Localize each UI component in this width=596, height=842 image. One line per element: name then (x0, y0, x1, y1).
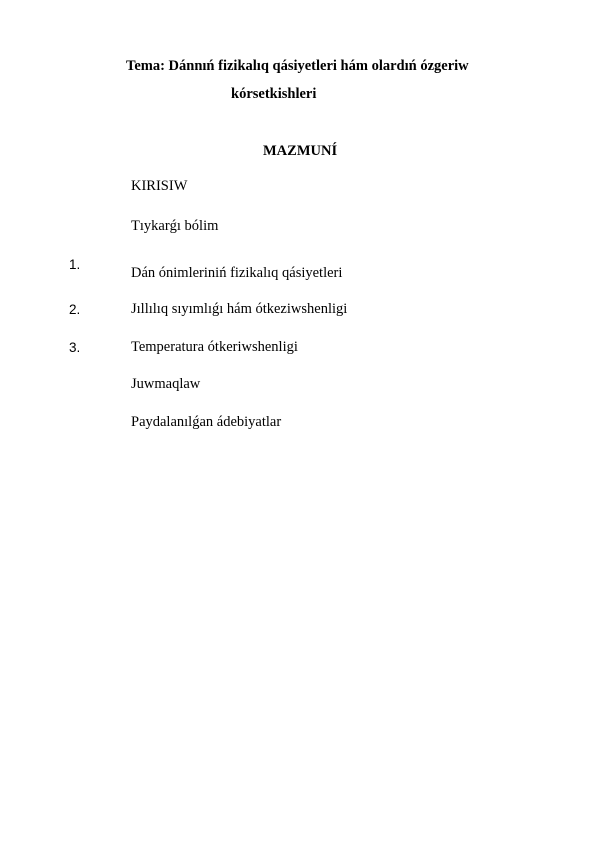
document-title-line-1: Tema: Dánnıń fizikalıq qásiyetleri hám olardıń ózgeriw (126, 58, 469, 74)
toc-number-2: 2. (69, 302, 81, 317)
toc-entry-physical-properties: Dán ónimleriniń fizikalıq qásiyetleri (131, 265, 343, 281)
toc-entry-conclusion: Juwmaqlaw (131, 376, 201, 392)
toc-entry-heat-capacity: Jıllılıq sıyımlıǵı hám ótkeziwshenligi (131, 301, 348, 317)
toc-entry-references: Paydalanılǵan ádebiyatlar (131, 414, 282, 430)
toc-entry-main-part: Tıykarǵı bólim (131, 218, 219, 234)
toc-entry-introduction: KIRISIW (131, 178, 188, 194)
toc-heading: MAZMUNÍ (263, 143, 338, 159)
toc-entry-thermal-diffusivity: Temperatura ótkeriwshenligi (131, 339, 298, 355)
document-title-line-2: kórsetkishleri (231, 86, 317, 102)
toc-number-1: 1. (69, 257, 81, 272)
toc-number-3: 3. (69, 340, 81, 355)
